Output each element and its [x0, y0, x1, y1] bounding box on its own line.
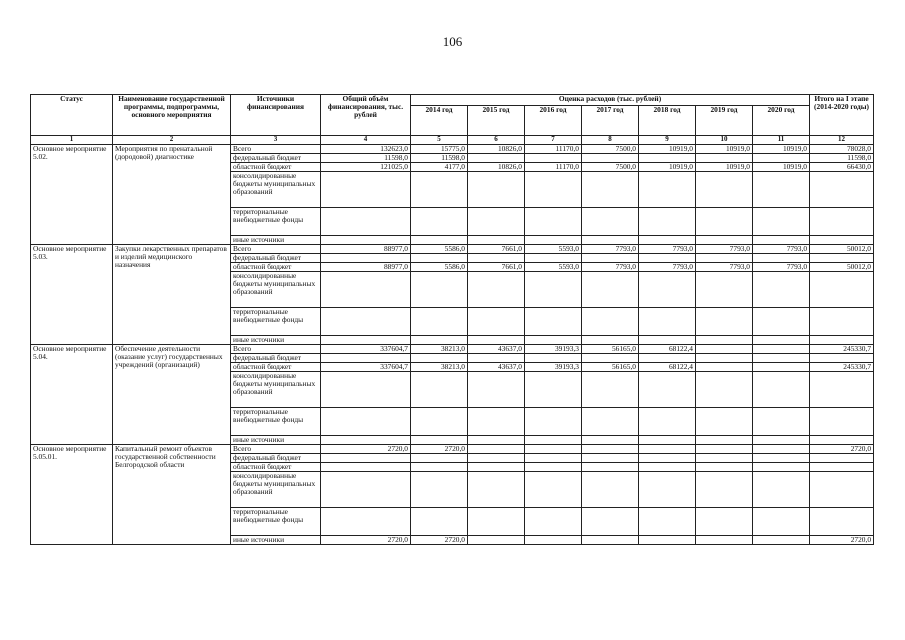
total-cell	[321, 208, 411, 236]
column-index: 7	[525, 136, 582, 145]
header-year: 2019 год	[696, 106, 753, 136]
column-index: 10	[696, 136, 753, 145]
year-cell	[468, 354, 525, 363]
total-cell: 121025,0	[321, 163, 411, 172]
year-cell	[639, 508, 696, 536]
year-cell	[696, 372, 753, 408]
year-cell: 38213,0	[411, 363, 468, 372]
year-cell	[582, 445, 639, 454]
year-cell	[639, 454, 696, 463]
year-cell	[753, 508, 810, 536]
year-cell	[639, 172, 696, 208]
year-cell	[525, 354, 582, 363]
year-cell	[468, 408, 525, 436]
header-sources: Источники финансирования	[231, 95, 321, 136]
year-cell	[525, 445, 582, 454]
total-cell	[321, 308, 411, 336]
year-cell: 2720,0	[411, 445, 468, 454]
year-cell	[582, 536, 639, 545]
year-cell	[696, 436, 753, 445]
source-label: областной бюджет	[231, 363, 321, 372]
year-cell: 7793,0	[582, 263, 639, 272]
source-label: федеральный бюджет	[231, 454, 321, 463]
year-cell	[582, 463, 639, 472]
result-cell: 11598,0	[810, 154, 874, 163]
year-cell	[411, 208, 468, 236]
result-cell	[810, 172, 874, 208]
year-cell: 10919,0	[696, 163, 753, 172]
year-cell: 38213,0	[411, 345, 468, 354]
header-year: 2020 год	[753, 106, 810, 136]
table-row	[31, 345, 874, 354]
year-cell: 5593,0	[525, 245, 582, 254]
year-cell	[525, 454, 582, 463]
year-cell: 4177,0	[411, 163, 468, 172]
column-index: 11	[753, 136, 810, 145]
year-cell	[468, 336, 525, 345]
result-cell	[810, 208, 874, 236]
year-cell: 7661,0	[468, 245, 525, 254]
year-cell	[582, 454, 639, 463]
year-cell	[411, 508, 468, 536]
year-cell	[696, 272, 753, 308]
year-cell	[411, 472, 468, 508]
result-cell: 78028,0	[810, 145, 874, 154]
year-cell	[753, 272, 810, 308]
year-cell	[696, 345, 753, 354]
column-index: 8	[582, 136, 639, 145]
year-cell	[753, 445, 810, 454]
source-label: федеральный бюджет	[231, 254, 321, 263]
source-label: областной бюджет	[231, 263, 321, 272]
result-cell: 245330,7	[810, 345, 874, 354]
result-cell	[810, 354, 874, 363]
source-label: консолидированные бюджеты муниципальных образований	[231, 172, 321, 208]
source-label: территориальные внебюджетные фонды	[231, 308, 321, 336]
year-cell	[468, 536, 525, 545]
total-cell	[321, 463, 411, 472]
year-cell	[411, 354, 468, 363]
year-cell	[411, 254, 468, 263]
year-cell	[696, 363, 753, 372]
result-cell	[810, 408, 874, 436]
year-cell	[753, 308, 810, 336]
year-cell	[411, 308, 468, 336]
total-cell	[321, 236, 411, 245]
year-cell: 43637,0	[468, 345, 525, 354]
year-cell	[525, 308, 582, 336]
year-cell: 7793,0	[582, 245, 639, 254]
year-cell	[753, 208, 810, 236]
source-label: федеральный бюджет	[231, 354, 321, 363]
result-cell	[810, 336, 874, 345]
year-cell: 7793,0	[753, 245, 810, 254]
year-cell	[411, 408, 468, 436]
block-status: Основное мероприятие 5.04.	[31, 345, 113, 445]
year-cell	[525, 472, 582, 508]
total-cell	[321, 436, 411, 445]
result-cell: 2720,0	[810, 445, 874, 454]
year-cell	[411, 336, 468, 345]
source-label: Всего	[231, 445, 321, 454]
total-cell: 337604,7	[321, 363, 411, 372]
table-row	[31, 445, 874, 454]
block-name: Мероприятия по пренатальной (дородовой) диагностике	[113, 145, 231, 245]
year-cell: 7793,0	[639, 263, 696, 272]
year-cell	[582, 508, 639, 536]
year-cell: 7793,0	[753, 263, 810, 272]
total-cell	[321, 454, 411, 463]
year-cell	[468, 463, 525, 472]
total-cell	[321, 254, 411, 263]
year-cell	[696, 236, 753, 245]
year-cell	[696, 536, 753, 545]
year-cell	[468, 208, 525, 236]
year-cell: 10919,0	[753, 145, 810, 154]
year-cell: 7661,0	[468, 263, 525, 272]
total-cell: 88977,0	[321, 245, 411, 254]
header-year: 2016 год	[525, 106, 582, 136]
column-index: 2	[113, 136, 231, 145]
total-cell: 88977,0	[321, 263, 411, 272]
year-cell	[639, 254, 696, 263]
year-cell	[411, 272, 468, 308]
header-year: 2018 год	[639, 106, 696, 136]
header-year: 2014 год	[411, 106, 468, 136]
year-cell	[696, 208, 753, 236]
result-cell	[810, 236, 874, 245]
header-result: Итого на I этапе (2014-2020 годы)	[810, 95, 874, 136]
year-cell	[753, 454, 810, 463]
column-index: 6	[468, 136, 525, 145]
year-cell	[639, 463, 696, 472]
year-cell	[753, 254, 810, 263]
year-cell: 39193,3	[525, 363, 582, 372]
year-cell	[753, 354, 810, 363]
table-row	[31, 145, 874, 154]
year-cell	[582, 236, 639, 245]
source-label: консолидированные бюджеты муниципальных образований	[231, 472, 321, 508]
year-cell	[696, 454, 753, 463]
year-cell	[582, 472, 639, 508]
year-cell	[639, 536, 696, 545]
header-total: Общий объём финансирования, тыс. рублей	[321, 95, 411, 136]
result-cell	[810, 472, 874, 508]
year-cell	[753, 463, 810, 472]
year-cell	[525, 408, 582, 436]
page-number: 106	[442, 34, 463, 49]
result-cell	[810, 508, 874, 536]
year-cell	[639, 208, 696, 236]
year-cell	[525, 436, 582, 445]
year-cell: 43637,0	[468, 363, 525, 372]
year-cell	[525, 536, 582, 545]
year-cell	[468, 172, 525, 208]
total-cell	[321, 472, 411, 508]
year-cell: 5586,0	[411, 245, 468, 254]
result-cell	[810, 372, 874, 408]
year-cell	[753, 172, 810, 208]
year-cell: 10919,0	[696, 145, 753, 154]
year-cell: 11170,0	[525, 163, 582, 172]
year-cell: 10826,0	[468, 145, 525, 154]
year-cell: 5593,0	[525, 263, 582, 272]
result-cell	[810, 254, 874, 263]
column-index: 4	[321, 136, 411, 145]
year-cell	[639, 236, 696, 245]
result-cell	[810, 436, 874, 445]
source-label: федеральный бюджет	[231, 154, 321, 163]
source-label: территориальные внебюджетные фонды	[231, 208, 321, 236]
source-label: Всего	[231, 145, 321, 154]
year-cell	[696, 308, 753, 336]
result-cell: 2720,0	[810, 536, 874, 545]
year-cell: 56165,0	[582, 363, 639, 372]
source-label: Всего	[231, 345, 321, 354]
header-name: Наименование государственной программы, подпрограммы, основного мероприятия	[113, 95, 231, 136]
year-cell: 10919,0	[753, 163, 810, 172]
year-cell	[468, 254, 525, 263]
year-cell	[468, 454, 525, 463]
source-label: территориальные внебюджетные фонды	[231, 508, 321, 536]
year-cell	[582, 436, 639, 445]
year-cell	[411, 172, 468, 208]
year-cell	[468, 272, 525, 308]
year-cell	[696, 472, 753, 508]
year-cell	[468, 472, 525, 508]
result-cell	[810, 272, 874, 308]
year-cell	[582, 254, 639, 263]
year-cell: 2720,0	[411, 536, 468, 545]
year-cell	[525, 336, 582, 345]
block-name: Обеспечение деятельности (оказание услуг) государственных учреждений (организаций)	[113, 345, 231, 445]
source-label: областной бюджет	[231, 163, 321, 172]
result-cell: 50012,0	[810, 263, 874, 272]
total-cell	[321, 172, 411, 208]
column-index: 5	[411, 136, 468, 145]
source-label: территориальные внебюджетные фонды	[231, 408, 321, 436]
column-index: 3	[231, 136, 321, 145]
source-label: Всего	[231, 245, 321, 254]
year-cell	[582, 354, 639, 363]
year-cell	[639, 372, 696, 408]
table-row	[31, 245, 874, 254]
block-status: Основное мероприятие 5.05.01.	[31, 445, 113, 545]
total-cell	[321, 508, 411, 536]
year-cell	[582, 308, 639, 336]
year-cell	[468, 508, 525, 536]
year-cell	[582, 336, 639, 345]
year-cell	[411, 454, 468, 463]
header-status: Статус	[31, 95, 113, 136]
year-cell: 7793,0	[696, 245, 753, 254]
total-cell	[321, 336, 411, 345]
header-year: 2017 год	[582, 106, 639, 136]
year-cell: 5586,0	[411, 263, 468, 272]
year-cell	[639, 408, 696, 436]
block-name: Закупки лекарственных препаратов и изделий медицинского назначения	[113, 245, 231, 345]
source-label: областной бюджет	[231, 463, 321, 472]
year-cell	[696, 445, 753, 454]
year-cell	[696, 336, 753, 345]
year-cell	[753, 363, 810, 372]
year-cell	[639, 154, 696, 163]
total-cell: 132623,0	[321, 145, 411, 154]
year-cell	[525, 372, 582, 408]
year-cell	[753, 472, 810, 508]
year-cell	[525, 236, 582, 245]
year-cell	[525, 154, 582, 163]
result-cell: 66430,0	[810, 163, 874, 172]
source-label: консолидированные бюджеты муниципальных образований	[231, 272, 321, 308]
source-label: иные источники	[231, 236, 321, 245]
total-cell	[321, 354, 411, 363]
year-cell	[525, 208, 582, 236]
year-cell: 7500,0	[582, 163, 639, 172]
source-label: иные источники	[231, 336, 321, 345]
year-cell	[639, 336, 696, 345]
year-cell	[525, 508, 582, 536]
year-cell	[468, 445, 525, 454]
year-cell	[411, 463, 468, 472]
result-cell	[810, 454, 874, 463]
year-cell	[639, 354, 696, 363]
column-index: 12	[810, 136, 874, 145]
year-cell	[582, 154, 639, 163]
year-cell	[525, 172, 582, 208]
year-cell: 68122,4	[639, 345, 696, 354]
year-cell	[525, 272, 582, 308]
year-cell: 7793,0	[696, 263, 753, 272]
year-cell	[582, 172, 639, 208]
source-label: иные источники	[231, 536, 321, 545]
year-cell	[411, 236, 468, 245]
year-cell	[753, 372, 810, 408]
year-cell	[411, 436, 468, 445]
source-label: иные источники	[231, 436, 321, 445]
source-label: консолидированные бюджеты муниципальных образований	[231, 372, 321, 408]
year-cell	[468, 236, 525, 245]
year-cell	[468, 154, 525, 163]
year-cell	[582, 408, 639, 436]
year-cell: 11598,0	[411, 154, 468, 163]
year-cell: 10919,0	[639, 163, 696, 172]
total-cell: 2720,0	[321, 536, 411, 545]
year-cell	[582, 272, 639, 308]
year-cell	[525, 463, 582, 472]
year-cell	[753, 536, 810, 545]
total-cell	[321, 272, 411, 308]
total-cell: 2720,0	[321, 445, 411, 454]
column-index: 1	[31, 136, 113, 145]
total-cell	[321, 372, 411, 408]
financing-table	[30, 94, 874, 545]
year-cell: 56165,0	[582, 345, 639, 354]
year-cell: 15775,0	[411, 145, 468, 154]
year-cell	[639, 472, 696, 508]
header-estimate: Оценка расходов (тыс. рублей)	[411, 95, 810, 106]
year-cell	[696, 354, 753, 363]
year-cell	[753, 408, 810, 436]
year-cell	[696, 254, 753, 263]
year-cell	[468, 372, 525, 408]
year-cell	[582, 208, 639, 236]
year-cell	[696, 463, 753, 472]
year-cell	[639, 308, 696, 336]
result-cell: 50012,0	[810, 245, 874, 254]
year-cell	[468, 308, 525, 336]
year-cell: 10919,0	[639, 145, 696, 154]
year-cell: 7500,0	[582, 145, 639, 154]
year-cell: 11170,0	[525, 145, 582, 154]
year-cell	[411, 372, 468, 408]
year-cell	[639, 436, 696, 445]
year-cell	[582, 372, 639, 408]
year-cell: 39193,3	[525, 345, 582, 354]
block-name: Капитальный ремонт объектов государственной собственности Белгородской области	[113, 445, 231, 545]
total-cell: 11598,0	[321, 154, 411, 163]
header-year: 2015 год	[468, 106, 525, 136]
year-cell	[753, 154, 810, 163]
year-cell	[639, 445, 696, 454]
year-cell	[753, 345, 810, 354]
year-cell	[525, 254, 582, 263]
year-cell: 68122,4	[639, 363, 696, 372]
total-cell	[321, 408, 411, 436]
year-cell: 7793,0	[639, 245, 696, 254]
year-cell	[696, 172, 753, 208]
result-cell	[810, 308, 874, 336]
table-body	[31, 145, 874, 545]
year-cell	[639, 272, 696, 308]
block-status: Основное мероприятие 5.02.	[31, 145, 113, 245]
total-cell: 337604,7	[321, 345, 411, 354]
block-status: Основное мероприятие 5.03.	[31, 245, 113, 345]
year-cell	[468, 436, 525, 445]
result-cell: 245330,7	[810, 363, 874, 372]
year-cell	[696, 154, 753, 163]
year-cell	[696, 408, 753, 436]
year-cell	[753, 436, 810, 445]
year-cell	[753, 236, 810, 245]
year-cell: 10826,0	[468, 163, 525, 172]
column-index: 9	[639, 136, 696, 145]
year-cell	[696, 508, 753, 536]
result-cell	[810, 463, 874, 472]
year-cell	[753, 336, 810, 345]
